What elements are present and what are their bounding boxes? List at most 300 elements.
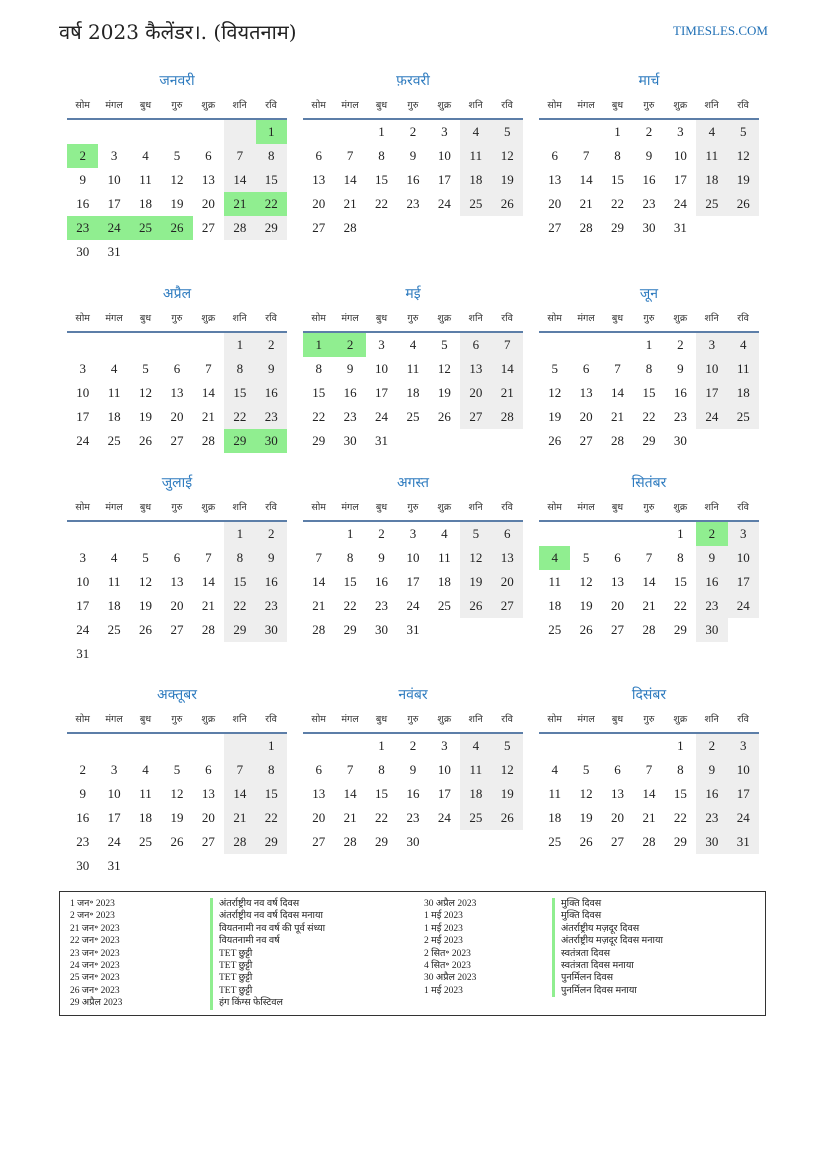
empty-day-cell [224, 120, 255, 144]
weekday-label: शुक्र [201, 714, 216, 725]
day-cell: 14 [579, 172, 593, 187]
day-cell: 25 [548, 834, 562, 849]
day-cell: 12 [170, 172, 184, 187]
day-cell: 18 [139, 196, 153, 211]
day-cell: 24 [437, 810, 451, 825]
holiday-date: 24 जन॰ 2023 [70, 960, 120, 971]
day-cell: 4 [409, 337, 417, 352]
day-grid [539, 734, 759, 854]
day-cell: 29 [642, 433, 656, 448]
day-cell: 2 [696, 734, 727, 758]
day-cell: 5 [728, 120, 759, 144]
weekday-header [67, 496, 287, 522]
day-cell: 14 [642, 574, 656, 589]
weekday-label: बुध [139, 100, 152, 111]
day-cell: 22 [224, 594, 255, 618]
weekday-label: रवि [501, 313, 513, 324]
day-cell: 22 [224, 405, 255, 429]
weekday-label: सोम [547, 714, 562, 725]
holiday-day-cell: 2 [334, 333, 365, 357]
day-cell: 17 [673, 172, 687, 187]
empty-day-cell [161, 240, 192, 264]
empty-day-cell [193, 642, 224, 666]
day-cell: 22 [375, 196, 389, 211]
day-cell: 13 [312, 786, 326, 801]
day-cell: 13 [312, 172, 326, 187]
weekday-label: शुक्र [437, 100, 452, 111]
day-cell: 16 [343, 385, 357, 400]
month-name: जनवरी [159, 73, 195, 89]
month-block [67, 281, 287, 453]
day-cell: 17 [107, 810, 121, 825]
day-cell: 8 [677, 762, 684, 777]
holiday-date: 23 जन॰ 2023 [70, 948, 120, 959]
day-cell: 30 [375, 622, 389, 637]
day-cell: 6 [315, 148, 322, 163]
day-grid [67, 522, 287, 666]
page-title: वर्ष 2023 कैलेंडर।. (वियतनाम) [59, 20, 297, 44]
day-cell: 31 [375, 433, 389, 448]
empty-day-cell [98, 734, 129, 758]
day-cell: 3 [110, 762, 118, 777]
weekday-label: शनि [232, 100, 247, 111]
weekday-header [303, 708, 523, 734]
day-cell: 7 [205, 361, 212, 376]
day-grid [67, 333, 287, 453]
day-cell: 27 [312, 834, 326, 849]
day-cell: 26 [460, 594, 491, 618]
empty-day-cell [193, 522, 224, 546]
day-cell: 26 [139, 433, 153, 448]
weekday-label: मंगल [577, 100, 595, 111]
day-cell: 7 [224, 144, 255, 168]
day-cell: 20 [170, 598, 184, 613]
holiday-list [59, 891, 766, 1016]
empty-day-cell [397, 429, 428, 453]
weekday-header [303, 496, 523, 522]
empty-day-cell [193, 854, 224, 878]
weekday-label: रवि [737, 313, 749, 324]
weekday-label: शनि [232, 502, 247, 513]
day-cell: 24 [406, 598, 420, 613]
day-cell: 5 [582, 550, 590, 565]
empty-day-cell [397, 216, 428, 240]
month-name: मई [405, 286, 421, 302]
day-cell: 27 [201, 834, 215, 849]
holiday-date: 2 जन॰ 2023 [70, 911, 115, 922]
weekday-label: मंगल [577, 714, 595, 725]
day-cell: 24 [76, 622, 90, 637]
day-cell: 24 [107, 834, 121, 849]
day-cell: 26 [139, 622, 153, 637]
month-name: फ़रवरी [396, 73, 430, 89]
holiday-name: अंतर्राष्ट्रीय नव वर्ष दिवस मनाया [210, 910, 325, 922]
day-cell: 28 [224, 216, 255, 240]
holiday-name: मुक्ति दिवस [552, 898, 663, 910]
empty-day-cell [429, 429, 460, 453]
day-cell: 19 [728, 168, 759, 192]
month-block [303, 682, 523, 854]
weekday-label: शनि [468, 313, 483, 324]
empty-day-cell [602, 333, 633, 357]
weekday-label: सोम [311, 714, 326, 725]
day-cell: 6 [551, 148, 558, 163]
holiday-date: 1 मई 2023 [424, 985, 463, 996]
day-cell: 17 [107, 196, 121, 211]
weekday-label: मंगल [341, 100, 359, 111]
holiday-day-cell: 25 [130, 216, 161, 240]
day-cell: 20 [492, 570, 523, 594]
day-cell: 2 [645, 124, 653, 139]
empty-day-cell [696, 216, 727, 240]
day-cell: 11 [139, 786, 152, 801]
holiday-date: 2 मई 2023 [424, 936, 463, 947]
day-cell: 28 [579, 220, 593, 235]
day-cell: 13 [492, 546, 523, 570]
empty-day-cell [98, 120, 129, 144]
empty-day-cell [161, 120, 192, 144]
day-cell: 14 [343, 172, 357, 187]
empty-day-cell [161, 734, 192, 758]
day-cell: 17 [375, 385, 389, 400]
day-cell: 7 [346, 148, 354, 163]
day-cell: 12 [139, 574, 153, 589]
day-grid [303, 734, 523, 854]
day-cell: 21 [343, 196, 357, 211]
day-cell: 22 [256, 806, 287, 830]
day-cell: 15 [642, 385, 656, 400]
day-cell: 22 [343, 598, 357, 613]
day-cell: 10 [76, 574, 90, 589]
day-cell: 24 [437, 196, 451, 211]
day-cell: 5 [492, 120, 523, 144]
weekday-label: सोम [75, 313, 90, 324]
day-cell: 11 [548, 574, 561, 589]
day-cell: 15 [375, 172, 389, 187]
month-name: नवंबर [398, 687, 428, 703]
holiday-name: अंतर्राष्ट्रीय मज़दूर दिवस मनाया [552, 935, 663, 947]
weekday-header [303, 94, 523, 120]
day-cell: 10 [728, 758, 759, 782]
weekday-label: बुध [611, 100, 624, 111]
empty-day-cell [98, 642, 129, 666]
day-cell: 25 [139, 834, 153, 849]
day-cell: 18 [728, 381, 759, 405]
day-cell: 7 [645, 762, 653, 777]
empty-day-cell [224, 642, 255, 666]
day-cell: 1 [677, 526, 684, 541]
weekday-label: मंगल [105, 313, 123, 324]
day-cell: 14 [642, 786, 656, 801]
day-cell: 28 [492, 405, 523, 429]
day-cell: 19 [170, 196, 184, 211]
day-cell: 8 [614, 148, 621, 163]
month-block [303, 470, 523, 642]
weekday-label: बुध [375, 100, 388, 111]
day-cell: 17 [696, 381, 727, 405]
holiday-day-cell: 2 [696, 522, 727, 546]
month-block [67, 68, 287, 264]
day-cell: 2 [79, 762, 86, 777]
day-cell: 28 [611, 433, 625, 448]
day-cell: 12 [492, 758, 523, 782]
day-cell: 9 [256, 546, 287, 570]
weekday-label: रवि [265, 100, 277, 111]
day-cell: 15 [673, 574, 687, 589]
day-cell: 17 [728, 782, 759, 806]
empty-day-cell [161, 522, 192, 546]
empty-day-cell [98, 333, 129, 357]
weekday-label: बुध [375, 714, 388, 725]
day-cell: 8 [256, 144, 287, 168]
weekday-label: सोम [311, 313, 326, 324]
holiday-day-cell: 4 [539, 546, 570, 570]
weekday-label: शुक्र [673, 313, 688, 324]
day-cell: 27 [611, 834, 625, 849]
empty-day-cell [570, 734, 601, 758]
day-cell: 6 [582, 361, 590, 376]
day-cell: 21 [343, 810, 357, 825]
empty-day-cell [539, 120, 570, 144]
empty-day-cell [633, 522, 664, 546]
holiday-day-cell: 30 [256, 429, 287, 453]
day-cell: 20 [170, 409, 184, 424]
day-cell: 24 [728, 806, 759, 830]
day-cell: 20 [579, 409, 593, 424]
weekday-label: शुक्र [201, 502, 216, 513]
site-link[interactable]: TIMESLES.COM [673, 23, 768, 38]
day-cell: 19 [437, 385, 451, 400]
month-block [67, 470, 287, 666]
day-cell: 30 [642, 220, 656, 235]
empty-day-cell [193, 333, 224, 357]
empty-day-cell [224, 854, 255, 878]
day-cell: 6 [173, 361, 181, 376]
holiday-name: वियतनामी नव वर्ष की पूर्व संध्या [210, 923, 325, 935]
day-cell: 29 [673, 834, 687, 849]
weekday-label: शनि [468, 714, 483, 725]
day-cell: 1 [224, 522, 255, 546]
holiday-date: 25 जन॰ 2023 [70, 973, 120, 984]
weekday-label: बुध [375, 313, 388, 324]
day-cell: 5 [142, 361, 149, 376]
day-cell: 16 [76, 196, 90, 211]
day-cell: 1 [224, 333, 255, 357]
month-block [539, 682, 759, 854]
day-cell: 9 [696, 546, 727, 570]
day-cell: 16 [406, 172, 420, 187]
empty-day-cell [460, 830, 491, 854]
day-cell: 12 [579, 786, 593, 801]
day-cell: 11 [107, 385, 121, 400]
weekday-label: गुरु [407, 502, 419, 513]
day-cell: 28 [343, 220, 357, 235]
day-cell: 20 [201, 196, 215, 211]
weekday-label: शनि [704, 313, 719, 324]
holiday-date: 26 जन॰ 2023 [70, 985, 120, 996]
empty-day-cell [130, 120, 161, 144]
weekday-label: गुरु [407, 100, 419, 111]
day-cell: 18 [107, 409, 121, 424]
weekday-label: सोम [547, 100, 562, 111]
day-cell: 26 [492, 192, 523, 216]
empty-day-cell [130, 522, 161, 546]
day-cell: 21 [201, 598, 215, 613]
day-cell: 20 [460, 381, 491, 405]
holiday-name: स्वतंत्रता दिवस मनाया [552, 960, 663, 972]
day-cell: 24 [76, 433, 90, 448]
weekday-label: गुरु [171, 100, 183, 111]
day-cell: 20 [611, 598, 625, 613]
day-cell: 24 [375, 409, 389, 424]
day-cell: 5 [551, 361, 558, 376]
day-grid [303, 333, 523, 453]
weekday-label: शनि [704, 502, 719, 513]
day-cell: 15 [224, 570, 255, 594]
holiday-names-right [552, 898, 663, 997]
day-cell: 10 [673, 148, 687, 163]
month-block [67, 682, 287, 878]
day-cell: 8 [378, 762, 385, 777]
weekday-label: मंगल [577, 313, 595, 324]
day-grid [67, 734, 287, 878]
day-cell: 4 [460, 120, 491, 144]
weekday-label: शनि [468, 502, 483, 513]
day-cell: 16 [696, 782, 727, 806]
empty-day-cell [161, 642, 192, 666]
day-cell: 12 [492, 144, 523, 168]
day-cell: 6 [460, 333, 491, 357]
day-cell: 23 [76, 834, 90, 849]
day-cell: 5 [582, 762, 590, 777]
day-cell: 29 [375, 834, 389, 849]
day-cell: 1 [378, 738, 385, 753]
day-cell: 23 [256, 405, 287, 429]
weekday-label: मंगल [105, 714, 123, 725]
weekday-label: गुरु [171, 502, 183, 513]
day-cell: 14 [201, 574, 215, 589]
day-cell: 1 [378, 124, 385, 139]
holiday-date: 30 अप्रैल 2023 [424, 899, 477, 909]
empty-day-cell [303, 522, 334, 546]
day-cell: 13 [170, 385, 184, 400]
holiday-day-cell: 2 [67, 144, 98, 168]
empty-day-cell [696, 429, 727, 453]
day-cell: 14 [611, 385, 625, 400]
weekday-label: शुक्र [437, 502, 452, 513]
weekday-header [539, 708, 759, 734]
holiday-date: 1 मई 2023 [424, 923, 463, 934]
day-cell: 19 [139, 409, 153, 424]
day-cell: 21 [312, 598, 326, 613]
weekday-label: शुक्र [673, 502, 688, 513]
day-cell: 16 [696, 570, 727, 594]
day-grid [539, 120, 759, 240]
holiday-day-cell: 1 [303, 333, 334, 357]
holiday-name: अंतर्राष्ट्रीय मज़दूर दिवस [552, 923, 663, 935]
holiday-date: 4 सित॰ 2023 [424, 960, 471, 971]
day-cell: 13 [201, 786, 215, 801]
weekday-header [539, 307, 759, 333]
weekday-label: शुक्र [673, 714, 688, 725]
day-cell: 8 [315, 361, 322, 376]
day-cell: 29 [673, 622, 687, 637]
day-cell: 20 [201, 810, 215, 825]
day-cell: 6 [205, 762, 212, 777]
weekday-label: रवि [265, 502, 277, 513]
day-cell: 6 [492, 522, 523, 546]
day-cell: 2 [677, 337, 684, 352]
day-cell: 15 [673, 786, 687, 801]
weekday-label: गुरु [643, 100, 655, 111]
day-cell: 4 [110, 361, 118, 376]
weekday-label: सोम [311, 100, 326, 111]
day-cell: 19 [579, 810, 593, 825]
day-cell: 15 [312, 385, 326, 400]
weekday-label: मंगल [105, 100, 123, 111]
day-cell: 6 [315, 762, 322, 777]
day-cell: 10 [728, 546, 759, 570]
empty-day-cell [130, 240, 161, 264]
month-block [539, 470, 759, 642]
weekday-label: बुध [375, 502, 388, 513]
day-cell: 3 [79, 361, 86, 376]
day-cell: 12 [579, 574, 593, 589]
day-cell: 2 [378, 526, 385, 541]
day-cell: 13 [548, 172, 562, 187]
day-cell: 13 [611, 786, 625, 801]
empty-day-cell [224, 734, 255, 758]
weekday-label: रवि [265, 313, 277, 324]
day-cell: 23 [256, 594, 287, 618]
day-cell: 17 [437, 786, 451, 801]
day-cell: 17 [728, 570, 759, 594]
day-cell: 23 [696, 594, 727, 618]
day-grid [303, 522, 523, 642]
day-cell: 3 [728, 734, 759, 758]
day-cell: 29 [224, 618, 255, 642]
weekday-label: गुरु [643, 714, 655, 725]
weekday-header [67, 708, 287, 734]
day-cell: 28 [343, 834, 357, 849]
day-cell: 7 [224, 758, 255, 782]
day-cell: 10 [696, 357, 727, 381]
day-cell: 24 [696, 405, 727, 429]
day-cell: 11 [139, 172, 152, 187]
day-cell: 21 [492, 381, 523, 405]
day-cell: 26 [579, 834, 593, 849]
day-cell: 18 [460, 782, 491, 806]
weekday-header [67, 94, 287, 120]
empty-day-cell [728, 429, 759, 453]
empty-day-cell [303, 120, 334, 144]
holiday-date: 21 जन॰ 2023 [70, 923, 120, 934]
holiday-date: 30 अप्रैल 2023 [424, 973, 477, 984]
weekday-label: गुरु [643, 313, 655, 324]
day-cell: 23 [642, 196, 656, 211]
day-cell: 18 [460, 168, 491, 192]
empty-day-cell [334, 734, 365, 758]
empty-day-cell [728, 216, 759, 240]
day-cell: 20 [548, 196, 562, 211]
day-cell: 29 [343, 622, 357, 637]
empty-day-cell [460, 618, 491, 642]
day-cell: 9 [79, 172, 86, 187]
day-cell: 7 [645, 550, 653, 565]
day-cell: 2 [409, 124, 417, 139]
weekday-label: शुक्र [437, 714, 452, 725]
empty-day-cell [193, 734, 224, 758]
